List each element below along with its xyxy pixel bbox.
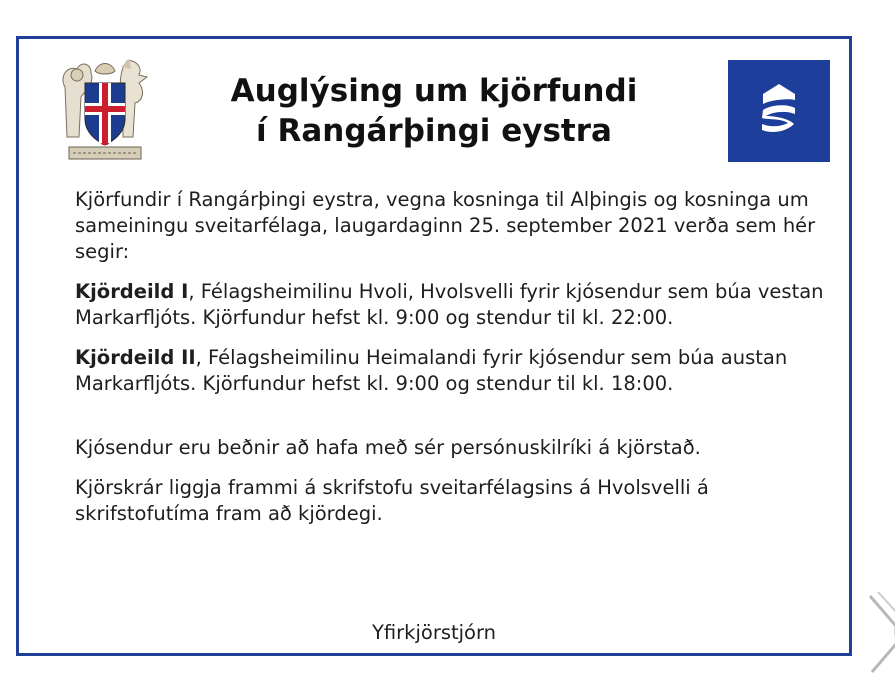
division-1-paragraph [75,279,835,331]
division-2-name: Kjördeild II [75,346,196,369]
registry-notice-paragraph: Kjörskrár liggja frammi á skrifstofu sveitarfélagsins á Hvolsvelli á skrifstofutíma fram að kjördegi. [75,476,709,525]
municipality-logo-icon [728,60,830,162]
page-title [19,71,849,151]
id-notice-paragraph: Kjósendur eru beðnir að hafa með sér persónuskilríki á kjörstað. [75,436,701,459]
division-1-name: Kjördeild I [75,280,189,303]
division-2-paragraph [75,345,835,397]
corner-decoration-icon [866,592,895,676]
title-line-1: Auglýsing um kjörfundi [230,73,638,109]
notice-body [75,187,835,541]
notice-frame [16,36,852,656]
signature: Yfirkjörstjórn [371,621,497,644]
intro-paragraph: Kjörfundir í Rangárþingi eystra, vegna kosninga til Alþingis og kosninga um sameiningu sveitarfélaga, laugardaginn 25. september 2021 verða sem hér segir: [75,188,816,263]
division-1-text: , Félagsheimilinu Hvoli, Hvolsvelli fyrir kjósendur sem búa vestan Markarfljóts. Kjörfundur hefst kl. 9:00 og stendur til kl. 22:00. [75,280,824,329]
division-2-text: , Félagsheimilinu Heimalandi fyrir kjósendur sem búa austan Markarfljóts. Kjörfundur hefst kl. 9:00 og stendur til kl. 18:00. [75,346,788,395]
title-line-2: í Rangárþingi eystra [256,113,612,149]
